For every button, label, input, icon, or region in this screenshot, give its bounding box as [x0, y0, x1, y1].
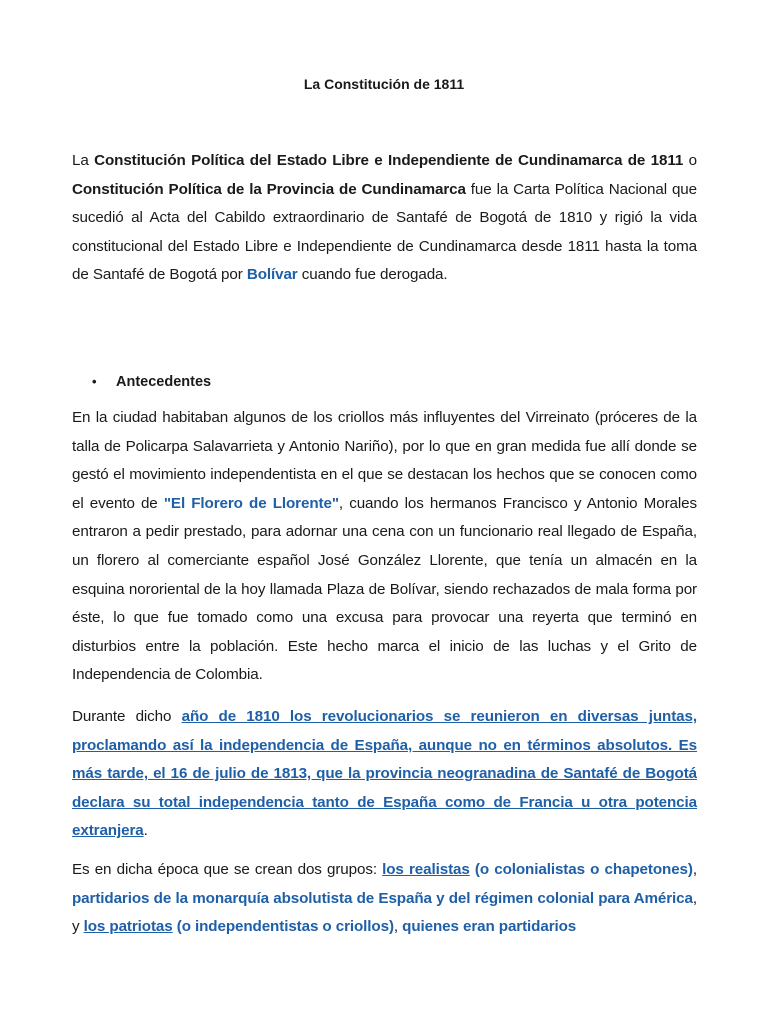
- p1810-text-1: Durante dicho: [72, 708, 182, 725]
- paragraph-antecedentes: [72, 404, 697, 690]
- grupos-text-1: Es en dicha época que se crean dos grupos:: [72, 861, 383, 878]
- grupos-bold-2: partidarios de la monarquía absolutista de España y del régimen colonial para América: [72, 889, 693, 907]
- section-heading-antecedentes: [92, 370, 211, 394]
- intro-text-1: La: [72, 152, 95, 169]
- intro-bold-1: Constitución Política del Estado Libre e Independiente de Cundinamarca de 1811: [94, 152, 684, 169]
- link-patriotas[interactable]: los patriotas: [83, 918, 173, 936]
- link-bolivar[interactable]: Bolívar: [246, 266, 298, 284]
- paragraph-intro: [72, 147, 697, 290]
- grupos-bold-3: (o independentistas o criollos): [172, 918, 394, 936]
- p1810-text-2: .: [143, 822, 148, 840]
- intro-text-4: cuando fue derogada.: [297, 266, 448, 284]
- intro-text-3: fue la Carta Política Nacional que sucedió al Acta del Cabildo extraordinario de Santafé de Bogotá de 1810 y rigió la vida constitucional del Estado Libre e Independiente de Cundinamarca desde 1811 hasta la toma de Santafé de Bogotá por: [72, 180, 697, 284]
- paragraph-1810: [72, 703, 697, 846]
- link-realistas[interactable]: los realistas: [382, 861, 470, 878]
- grupos-bold-4: quienes eran partidarios: [402, 918, 577, 936]
- intro-bold-2: Constitución Política de la Provincia de Cundinamarca: [72, 180, 466, 198]
- grupos-text-2: ,: [692, 861, 697, 878]
- grupos-text-4: ,: [393, 918, 403, 936]
- link-1810[interactable]: año de 1810 los revolucionarios se reunieron en diversas juntas, proclamando así la independencia de España, aunque no en términos absolutos. Es más tarde, el 16 de julio de 1813, que la provincia neogranadina de Santafé de Bogotá declara su total independencia tanto de España como de Francia u otra potencia extranjera: [72, 708, 697, 840]
- document-title: La Constitución de 1811: [303, 76, 465, 92]
- intro-text-2: o: [683, 152, 697, 169]
- antecedentes-text-2: , cuando los hermanos Francisco y Antonio Morales entraron a pedir prestado, para adornar una cena con un funcionario real llegado de España, un florero al comerciante español José González Llorente, que tenía un almacén en la esquina nororiental de la hoy llamada Plaza de Bolívar, siendo rechazados de mala forma por éste, lo que fue tomado como una excusa para provocar una reyerta que terminó en disturbios entre la población. Este hecho marca el inicio de las luchas y el Grito de Independencia de Colombia.: [72, 494, 697, 684]
- bullet-dot: •: [92, 374, 97, 389]
- link-florero[interactable]: "El Florero de Llorente": [163, 494, 339, 512]
- antecedentes-text-1: En la ciudad habitaban algunos de los criollos más influyentes del Virreinato (próceres de la talla de Policarpa Salavarrieta y Antonio Nariño), por lo que en gran medida fue allí donde se gestó el movimiento independentista en el que se destacan los hechos que se conocen como el evento de: [72, 409, 697, 512]
- paragraph-grupos: [72, 856, 697, 942]
- grupos-text-3: , y: [72, 889, 697, 936]
- section-heading-label: Antecedentes: [116, 374, 212, 390]
- grupos-bold-1: (o colonialistas o chapetones): [469, 861, 693, 878]
